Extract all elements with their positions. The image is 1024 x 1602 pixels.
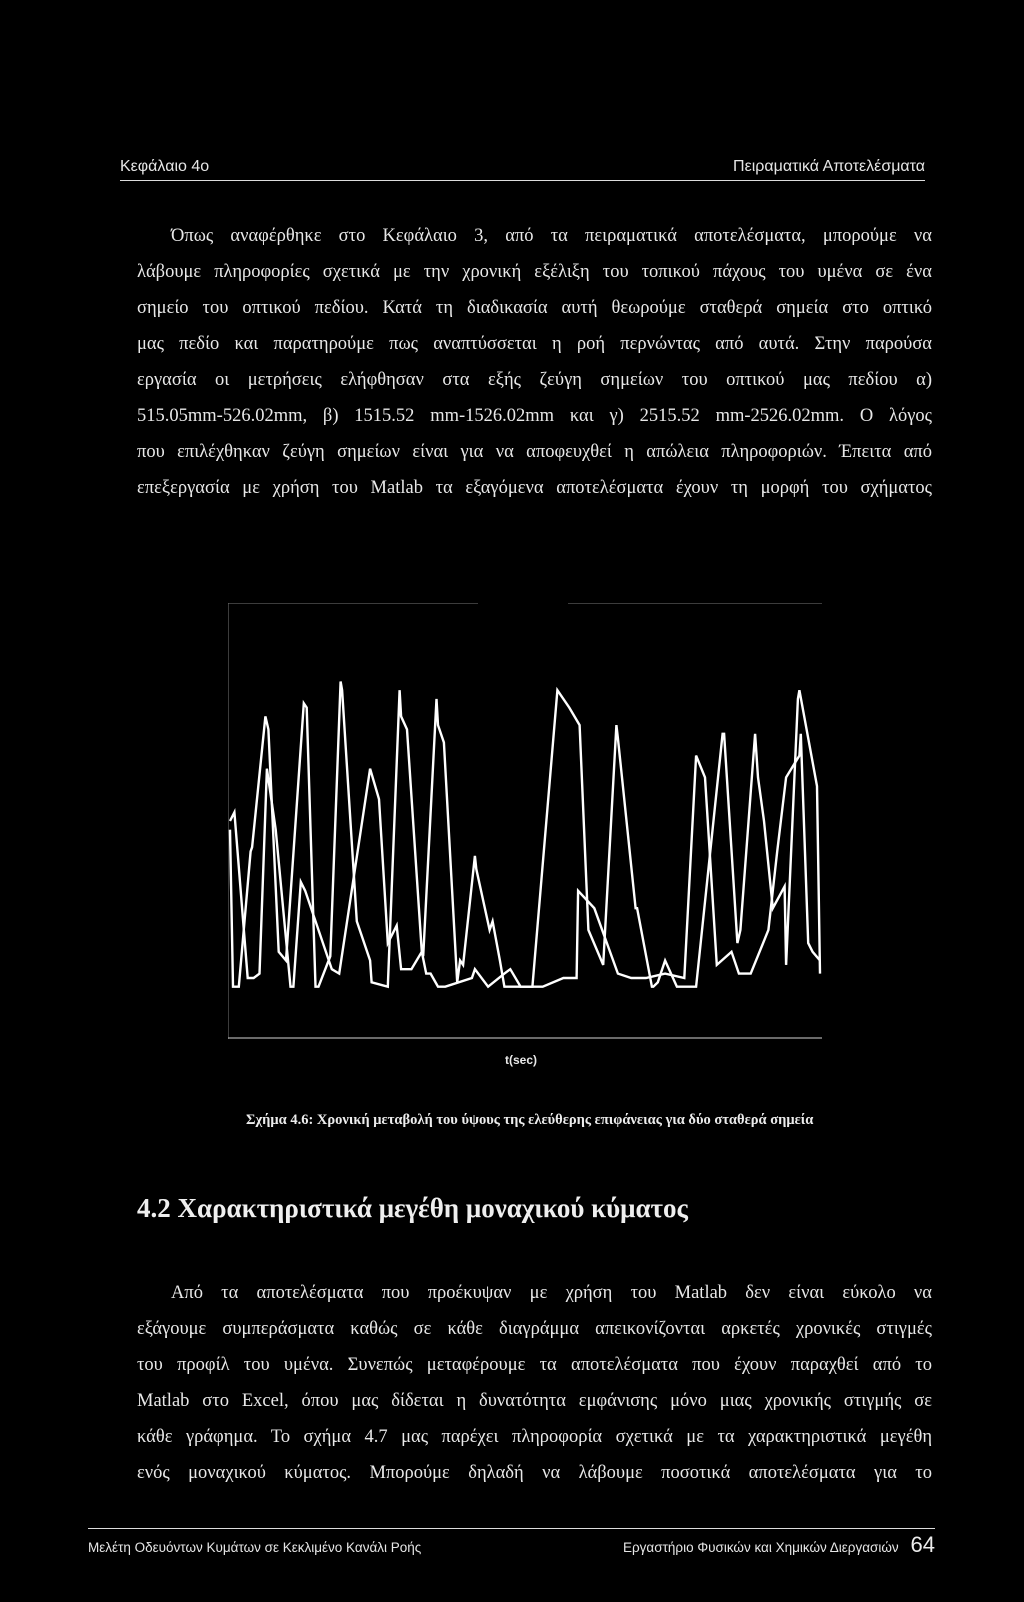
page-header bbox=[120, 152, 925, 181]
text-line: ενός μοναχικού κύματος. Μπορούμε δηλαδή να λάβουμε ποσοτικά αποτελέσματα για το bbox=[137, 1463, 932, 1483]
text-line: εξάγουμε συμπεράσματα καθώς σε κάθε διαγράμμα απεικονίζονται αρκετές χρονικές στιγμές bbox=[137, 1319, 932, 1339]
page-footer bbox=[88, 1528, 935, 1568]
text-line: Από τα αποτελέσματα που προέκυψαν με χρήση του Matlab δεν είναι εύκολο να bbox=[171, 1283, 932, 1303]
text-line: Όπως αναφέρθηκε στο Κεφάλαιο 3, από τα πειραματικά αποτελέσματα, μπορούμε να bbox=[171, 226, 932, 246]
surface-height-chart bbox=[228, 603, 822, 1039]
footer-rule bbox=[88, 1528, 935, 1529]
header-chapter: Κεφάλαιο 4ο bbox=[120, 158, 210, 175]
figure-caption: Σχήμα 4.6: Χρονική μεταβολή του ύψους της ελεύθερης επιφάνειας για δύο σταθερά σημεία bbox=[246, 1112, 814, 1128]
section-title: 4.2 Χαρακτηριστικά μεγέθη μοναχικού κύματος bbox=[137, 1193, 688, 1223]
text-line: κάθε γράφημα. Το σχήμα 4.7 μας παρέχει πληροφορία σχετικά με τα χαρακτηριστικά μεγέθη bbox=[137, 1427, 932, 1447]
text-line: μας πεδίο και παρατηρούμε πως αναπτύσσεται η ροή περνώντας από αυτά. Στην παρούσα bbox=[137, 334, 932, 354]
text-line: εργασία οι μετρήσεις ελήφθησαν στα εξής ζεύγη σημείων του οπτικού μας πεδίου α) bbox=[137, 370, 932, 390]
text-line: λάβουμε πληροφορίες σχετικά με την χρονική εξέλιξη του τοπικού πάχους του υμένα σε ένα bbox=[137, 262, 932, 282]
paragraph-intro bbox=[137, 218, 932, 506]
text-line: που επιλέχθηκαν ζεύγη σημείων είναι για να αποφευχθεί η απώλεια πληροφοριών. Έπειτα από bbox=[137, 442, 932, 462]
series-line-1 bbox=[230, 682, 820, 987]
paragraph-results bbox=[137, 1275, 932, 1491]
footer-lab: Εργαστήριο Φυσικών και Χημικών Διεργασιών bbox=[623, 1540, 899, 1555]
text-line: Matlab στο Excel, όπου μας δίδεται η δυνατότητα εμφάνισης μόνο μιας χρονικής στιγμής σε bbox=[137, 1391, 932, 1411]
text-line: 515.05mm-526.02mm, β) 1515.52 mm-1526.02mm και γ) 2515.52 mm-2526.02mm. Ο λόγος bbox=[137, 406, 932, 426]
page-number: 64 bbox=[910, 1532, 935, 1557]
header-section: Πειραματικά Αποτελέσματα bbox=[733, 158, 925, 175]
x-axis-label: t(sec) bbox=[505, 1053, 538, 1067]
text-line: σημείο του οπτικού πεδίου. Κατά τη διαδικασία αυτή θεωρούμε σταθερά σημεία στο οπτικό bbox=[137, 298, 932, 318]
text-line: επεξεργασία με χρήση του Matlab τα εξαγόμενα αποτελέσματα έχουν τη μορφή του σχήματος bbox=[137, 478, 932, 498]
footer-title: Μελέτη Οδευόντων Κυμάτων σε Κεκλιμένο Κανάλι Ροής bbox=[88, 1540, 422, 1555]
text-line: του προφίλ του υμένα. Συνεπώς μεταφέρουμε τα αποτελέσματα που έχουν παραχθεί από το bbox=[137, 1355, 932, 1375]
